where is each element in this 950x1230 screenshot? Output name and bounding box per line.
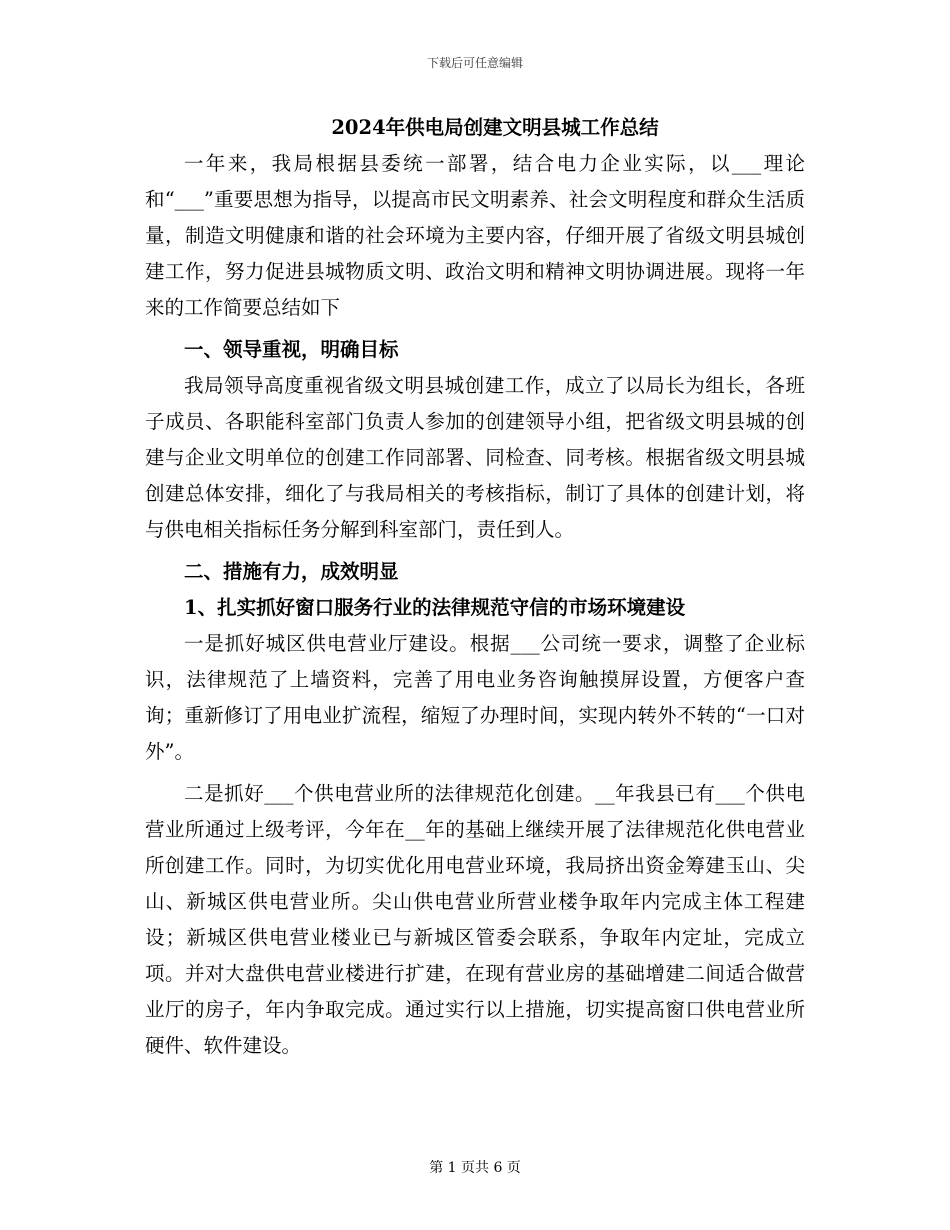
page-header: 下载后可任意编辑 bbox=[426, 56, 523, 70]
subsection-heading-1: 1、扎实抓好窗口服务行业的法律规范守信的市场环境建设 bbox=[184, 596, 686, 619]
section-heading-1: 一、领导重视，明确目标 bbox=[184, 338, 399, 361]
subsection-1-paragraph-2: 二是抓好___个供电营业所的法律规范化创建。__年我县已有___个供电营业所通过上级考评，今年在__年的基础上继续开展了法律规范化供电营业所创建工作。同时，为切实优化用电营业环境，我局挤出资金筹建玉山、尖山、新城区供电营业所。尖山供电营业所营业楼争取年内完成主体工程建设；新城区供电营业楼业已与新城区管委会联系，争取年内定址，完成立项。并对大盘供电营业楼进行扩建，在现有营业房的基础增建二间适合做营业厅的房子，年内争取完成。通过实行以上措施，切实提高窗口供电营业所硬件、软件建设。 bbox=[145, 782, 805, 1057]
document-body bbox=[145, 110, 805, 1064]
section-heading-2: 二、措施有力，成效明显 bbox=[184, 560, 399, 583]
page-footer: 第 1 页共 6 页 bbox=[429, 1160, 521, 1176]
subsection-1-paragraph-1: 一是抓好城区供电营业厅建设。根据___公司统一要求，调整了企业标识，法律规范了上墙资料，完善了用电业务咨询触摸屏设置，方便客户查询；重新修订了用电业扩流程，缩短了办理时间，实现内转外不转的“一口对外”。 bbox=[145, 632, 805, 763]
intro-paragraph: 一年来，我局根据县委统一部署，结合电力企业实际，以___理论和“___”重要思想为指导，以提高市民文明素养、社会文明程度和群众生活质量，制造文明健康和谐的社会环境为主要内容，仔细开展了省级文明县城创建工作，努力促进县城物质文明、政治文明和精神文明协调进展。现将一年来的工作简要总结如下 bbox=[145, 152, 805, 319]
section-1-paragraph: 我局领导高度重视省级文明县城创建工作，成立了以局长为组长，各班子成员、各职能科室部门负责人参加的创建领导小组，把省级文明县城的创建与企业文明单位的创建工作同部署、同检查、同考核。根据省级文明县城创建总体安排，细化了与我局相关的考核指标，制订了具体的创建计划，将与供电相关指标任务分解到科室部门，责任到人。 bbox=[145, 374, 805, 541]
document-title: 2024年供电局创建文明县城工作总结 bbox=[331, 116, 659, 139]
